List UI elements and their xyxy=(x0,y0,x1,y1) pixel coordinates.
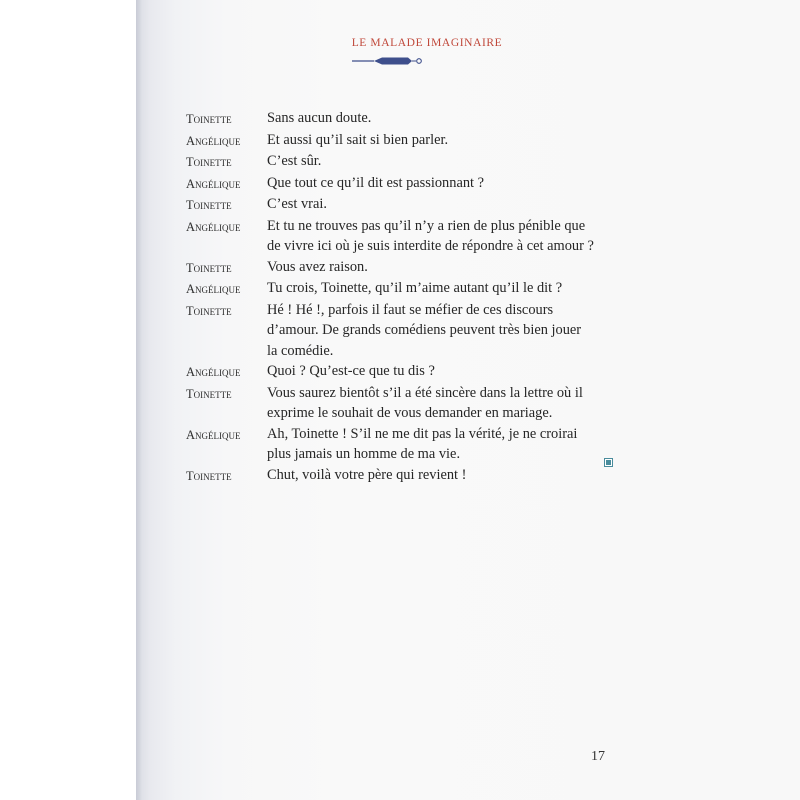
speech-text xyxy=(267,465,626,486)
speaker-name: Toinette xyxy=(186,386,232,401)
speech-line: plus jamais un homme de ma vie. xyxy=(267,446,461,462)
dialogue-line xyxy=(186,278,626,300)
speech-line: Et aussi qu’il sait si bien parler. xyxy=(267,131,449,148)
dialogue-line xyxy=(186,383,626,424)
speaker-name: Toinette xyxy=(186,468,232,483)
dialogue-line xyxy=(186,465,626,487)
speech-line: Vous avez raison. xyxy=(267,258,368,275)
dialogue-line xyxy=(186,424,626,465)
speech-line: la comédie. xyxy=(267,342,334,359)
speech-line: C’est vrai. xyxy=(267,196,327,212)
speech-line: d’amour. De grands comédiens peuvent très bien jouer xyxy=(267,322,582,338)
speech-text xyxy=(267,300,626,362)
book-page xyxy=(136,0,800,800)
speech-text xyxy=(267,278,626,299)
speech-line: Que tout ce qu’il dit est passionnant ? xyxy=(267,174,485,191)
speaker-name: Toinette xyxy=(186,198,232,212)
speech-line: Vous saurez bientôt s’il a été sincère dans la lettre où il xyxy=(267,384,583,401)
dialogue-line xyxy=(186,300,626,362)
dialogue-line xyxy=(186,108,626,130)
speech-line: Hé ! Hé !, parfois il faut se méfier de ces discours xyxy=(267,301,554,318)
page-number: 17 xyxy=(591,749,605,764)
speech-line: de vivre ici où je suis interdite de répondre à cet amour ? xyxy=(267,238,594,254)
speaker-name: Toinette xyxy=(186,303,232,318)
speech-line: Et tu ne trouves pas qu’il n’y a rien de plus pénible que xyxy=(267,217,586,234)
speech-line: C’est sûr. xyxy=(267,153,322,169)
speech-line: Quoi ? Qu’est-ce que tu dis ? xyxy=(267,363,435,379)
dialogue-line xyxy=(186,151,626,173)
running-head-title: LE MALADE IMAGINAIRE xyxy=(351,37,503,49)
speaker-name: Toinette xyxy=(186,112,232,126)
speaker-name: Toinette xyxy=(186,260,232,275)
speech-line: Tu crois, Toinette, qu’il m’aime autant qu’il le dit ? xyxy=(267,280,563,296)
speech-text xyxy=(267,257,626,278)
speaker-name: Angélique xyxy=(186,219,241,234)
dialogue-line xyxy=(186,216,626,257)
dialogue-line xyxy=(186,257,626,279)
speaker-name: Angélique xyxy=(186,365,241,379)
speech-text xyxy=(267,130,626,151)
speech-text xyxy=(267,151,626,172)
dialogue-block xyxy=(186,108,626,486)
dialogue-line xyxy=(186,173,626,195)
dialogue-line xyxy=(186,130,626,152)
speech-line: Ah, Toinette ! S’il ne me dit pas la vérité, je ne croirai xyxy=(267,425,578,442)
dialogue-line xyxy=(186,194,626,216)
speech-text xyxy=(267,361,626,382)
speech-text xyxy=(267,383,626,424)
speaker-name: Angélique xyxy=(186,133,241,148)
speech-line: Sans aucun doute. xyxy=(267,110,372,126)
speech-line: exprime le souhait de vous demander en mariage. xyxy=(267,405,553,421)
speech-text xyxy=(267,173,626,194)
speaker-name: Angélique xyxy=(186,427,241,442)
speech-text xyxy=(267,108,626,129)
speech-text xyxy=(267,216,626,257)
speech-line: Chut, voilà votre père qui revient ! xyxy=(267,466,467,483)
speaker-name: Angélique xyxy=(186,282,241,296)
speech-text xyxy=(267,424,626,465)
speaker-name: Toinette xyxy=(186,155,232,169)
square-end-mark-icon xyxy=(604,458,613,467)
speech-text xyxy=(267,194,626,215)
quill-pen-ornament-icon xyxy=(352,54,502,68)
speaker-name: Angélique xyxy=(186,176,241,191)
dialogue-line xyxy=(186,361,626,383)
